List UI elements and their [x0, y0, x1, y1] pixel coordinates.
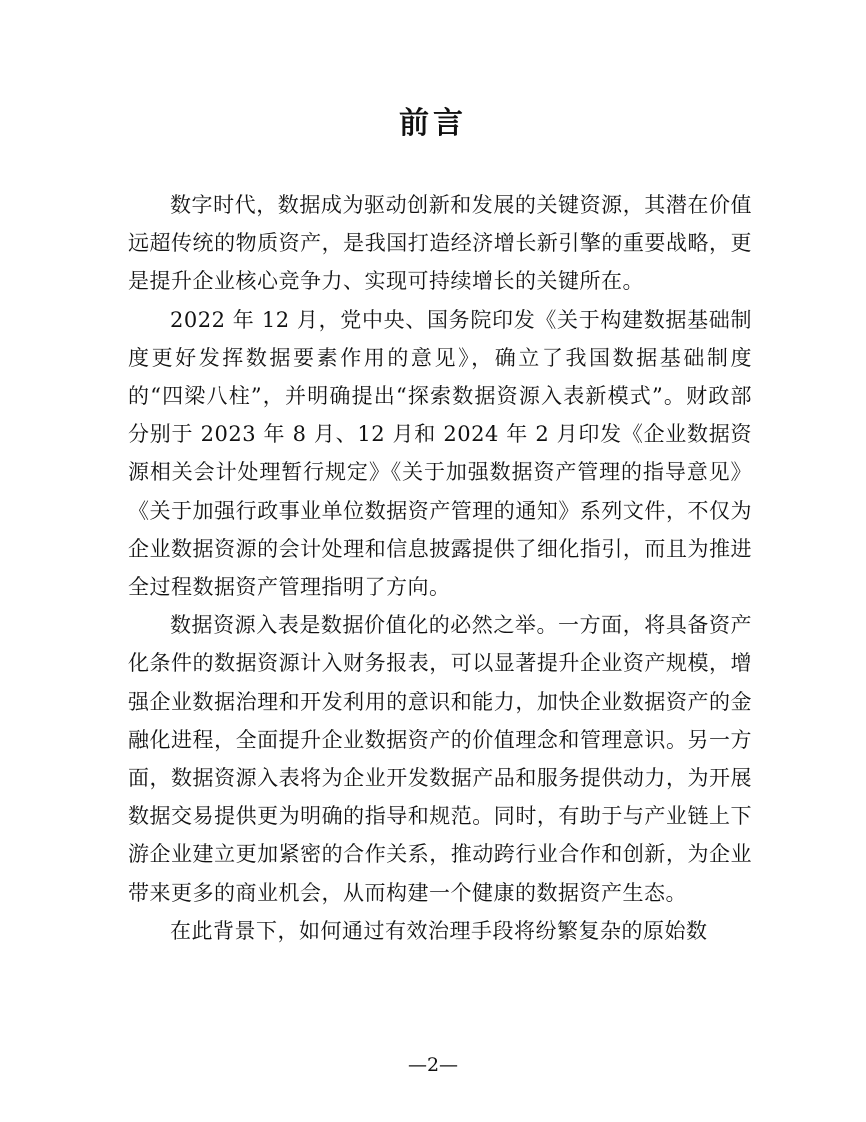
paragraph-2: 2022 年 12 月，党中央、国务院印发《关于构建数据基础制度更好发挥数据要素作用的意见》，确立了我国数据基础制度的“四梁八柱”，并明确提出“探索数据资源入表新模式”。财政部分别于 2023 年 8 月、12 月和 2024 年 2 月印发《企业数据资源相关会计处理暂行规定》《关于加强数据资产管理的指导意见》《关于加强行政事业单位数据资产管理的通知》系列文件，不仅为企业数据资源的会计处理和信息披露提供了细化指引，而且为推进全过程数据资产管理指明了方向。: [128, 307, 752, 600]
paragraph-3: 数据资源入表是数据价值化的必然之举。一方面，将具备资产化条件的数据资源计入财务报表，可以显著提升企业资产规模，增强企业数据治理和开发利用的意识和能力，加快企业数据资产的金融化进程，全面提升企业数据资产的价值理念和管理意识。另一方面，数据资源入表将为企业开发数据产品和服务提供动力，为开展数据交易提供更为明确的指导和规范。同时，有助于与产业链上下游企业建立更加紧密的合作关系，推动跨行业合作和创新，为企业带来更多的商业机会，从而构建一个健康的数据资产生态。: [128, 613, 752, 905]
page-number: —2—: [407, 1054, 459, 1076]
paragraph-1: 数字时代，数据成为驱动创新和发展的关键资源，其潜在价值远超传统的物质资产，是我国打造经济增长新引擎的重要战略，更是提升企业核心竞争力、实现可持续增长的关键所在。: [128, 193, 752, 294]
page-title: 前言: [399, 106, 467, 141]
body-text: [128, 186, 752, 950]
paragraph-4: 在此背景下，如何通过有效治理手段将纷繁复杂的原始数: [170, 918, 708, 943]
